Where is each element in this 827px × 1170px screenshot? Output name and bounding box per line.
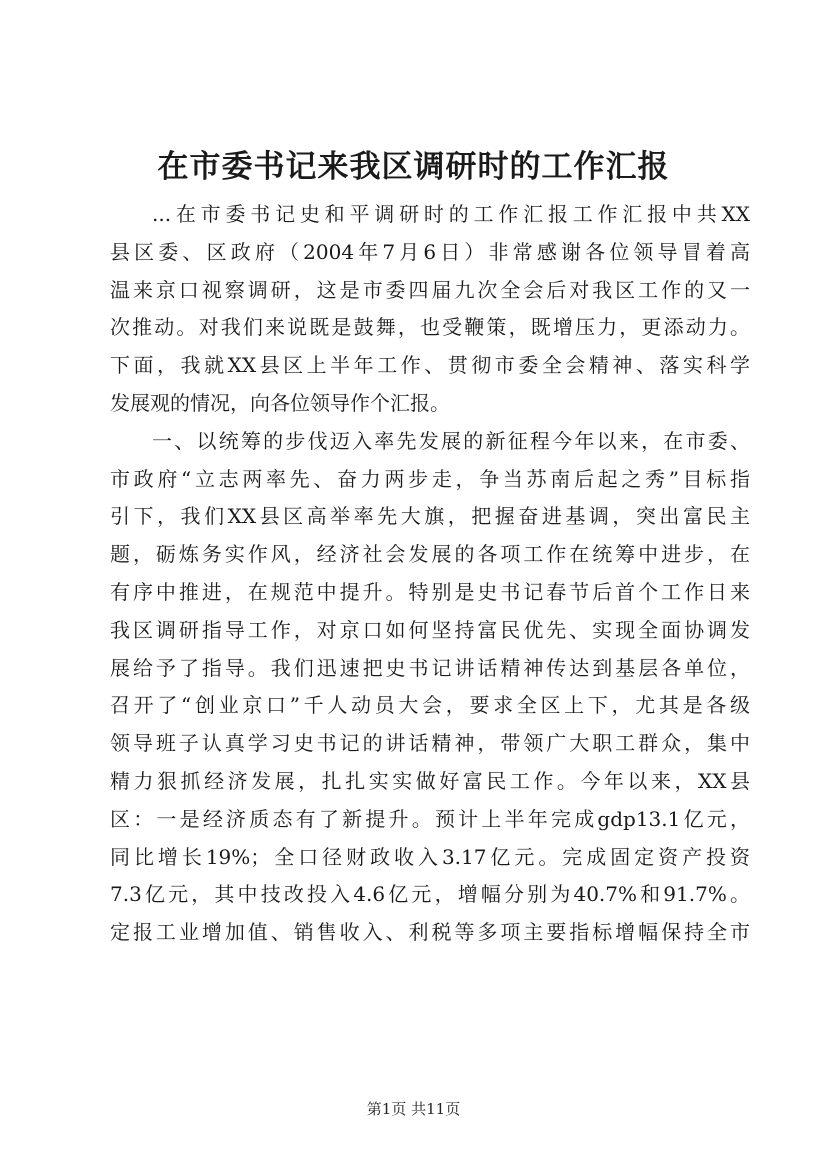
body-line: 引下，我们XX县区高举率先大旗，把握奋进基调，突出富民主	[110, 504, 750, 529]
document-title: 在市委书记来我区调研时的工作汇报	[157, 149, 670, 185]
body-line: 发展观的情况，向各位领导作个汇报。	[110, 390, 450, 415]
page-number-footer: 第1页 共11页	[366, 1100, 461, 1118]
body-line: 有序中推进，在规范中提升。特别是史书记春节后首个工作日来	[110, 579, 750, 604]
body-line: 7.3亿元，其中技改投入4.6亿元，增幅分别为40.7%和91.7%。	[110, 882, 750, 907]
body-line: 领导班子认真学习史书记的讲话精神，带领广大职工群众，集中	[110, 731, 750, 756]
body-line: 题，砺炼务实作风，经济社会发展的各项工作在统筹中进步，在	[110, 542, 750, 567]
body-line: 精力狠抓经济发展，扎扎实实做好富民工作。今年以来，XX县	[110, 768, 750, 793]
body-line: 同比增长19%；全口径财政收入3.17亿元。完成固定资产投资	[110, 844, 750, 869]
body-line: 温来京口视察调研，这是市委四届九次全会后对我区工作的又一	[110, 277, 750, 302]
body-line: 下面，我就XX县区上半年工作、贯彻市委全会精神、落实科学	[110, 353, 750, 378]
body-line: 县区委、区政府（2004年7月6日）非常感谢各位领导冒着高	[110, 239, 750, 264]
body-line: 展给予了指导。我们迅速把史书记讲话精神传达到基层各单位，	[110, 655, 750, 680]
document-body	[110, 196, 750, 952]
body-line: 我区调研指导工作，对京口如何坚持富民优先、实现全面协调发	[110, 617, 750, 642]
body-line: 召开了“创业京口”千人动员大会，要求全区上下，尤其是各级	[110, 693, 750, 718]
body-line: 区：一是经济质态有了新提升。预计上半年完成gdp13.1亿元，	[110, 806, 750, 831]
body-line: 一、以统筹的步伐迈入率先发展的新征程今年以来，在市委、	[152, 428, 750, 453]
body-line: 次推动。对我们来说既是鼓舞，也受鞭策，既增压力，更添动力。	[110, 315, 750, 340]
body-line: 定报工业增加值、销售收入、利税等多项主要指标增幅保持全市	[110, 920, 750, 945]
body-line: ...在市委书记史和平调研时的工作汇报工作汇报中共XX	[152, 202, 750, 226]
body-line: 市政府“立志两率先、奋力两步走，争当苏南后起之秀”目标指	[110, 466, 750, 491]
